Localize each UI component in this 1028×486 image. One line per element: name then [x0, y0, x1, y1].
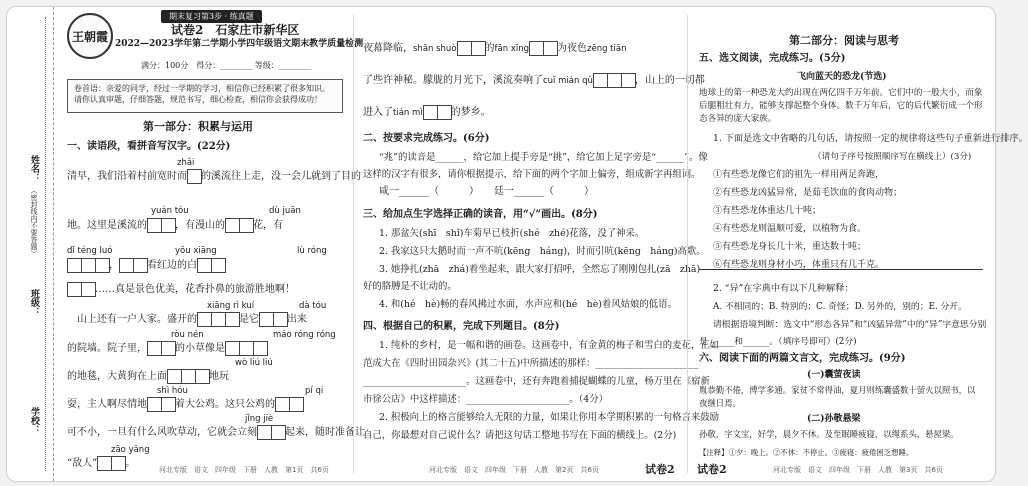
question-text: 2. 积极向上的格言能够给人无限的力量，如果让你用本学期积累的一句格言来鼓励 — [379, 412, 720, 423]
exam-subtitle: 2022—2023学年第二学期小学四年级语文期末教学质量检测 — [115, 39, 364, 49]
answer-boxes[interactable] — [119, 258, 147, 273]
question-text: 是______和______。（填序号即可）(2分) — [699, 337, 857, 347]
class-label: 班级： — [29, 289, 39, 316]
answer-boxes[interactable] — [197, 312, 239, 327]
question-1: 一、读语段，看拼音写汉字。(22分) — [67, 141, 231, 152]
pinyin: jǐng jiè — [245, 414, 274, 424]
page-footer-2: 河北专版 语文 四年级 下册 人教 第2页 共6页 — [429, 466, 599, 474]
answer-boxes[interactable] — [197, 258, 225, 273]
top-tag: 期末复习第3步 · 练真题 — [161, 10, 262, 23]
passage-line: 进入了tián mì 的梦乡。 — [363, 107, 491, 118]
passage-line: 了些许神秘。朦胧的月光下，溪流奏响了cuī mián qǔ ，山上的一切都 — [363, 75, 705, 86]
pinyin: lù róng — [297, 246, 327, 256]
passage-line: 夜幕降临，shān shuò 的fān xīng 为夜色zēng tiān — [363, 43, 627, 54]
option: ①有些恐龙像它们的祖先一样用两足奔跑， — [713, 170, 885, 180]
answer-boxes[interactable] — [457, 41, 485, 56]
reading-title: (二)孙敬悬梁 — [807, 414, 861, 424]
pinyin: shì hóu — [157, 386, 188, 396]
pinyin: zhǎi — [177, 158, 195, 168]
answer-boxes[interactable] — [147, 397, 175, 412]
passage-line: “敌人” 。 — [67, 458, 136, 469]
answer-boxes[interactable] — [167, 369, 209, 384]
answer-boxes[interactable] — [593, 73, 635, 88]
option: ⑤有些恐龙身长几十米，重达数十吨； — [713, 242, 867, 252]
option: ③有些恐龙体重达几十吨； — [713, 206, 822, 216]
part1-heading: 第一部分：积累与运用 — [143, 120, 253, 133]
column-2 — [359, 7, 720, 481]
classical-text-2: 孙敬，字文宝，好学，晨夕不休。及至眠睡疲寝，以绳系头，悬屋梁。 — [699, 429, 959, 439]
answer-boxes[interactable] — [275, 397, 303, 412]
question-text: 1. 那盆矢(shī shǐ)车菊早已枝折(shé zhé)花落，没了神采。 — [379, 228, 645, 239]
question-text: 咸一______（ ） 廷一______（ ） — [379, 186, 594, 197]
question-text: 2. 我家这只大鹅时而一声不吭(kēng háng)，时而引吭(kēng háng)高歌。 — [379, 246, 706, 257]
passage-line: ， 看红边的白 — [67, 258, 225, 273]
brand-logo: 王朝霞 — [67, 13, 113, 59]
option: ④有些恐龙则温顺可爱，以植物为食。 — [713, 224, 867, 234]
exam-badge: 试卷2 — [645, 463, 675, 476]
seal-line — [45, 17, 52, 471]
question-text: （请句子序号按照顺序写在横线上）(3分) — [813, 152, 972, 162]
exam-title: 试卷2 石家庄市新华区 — [171, 23, 300, 37]
question-text: 4. 和(hé hè)畅的春风拂过水面，水声应和(hé hè)着风姑娘的低语。 — [379, 299, 677, 310]
passage-line: 清早，我们沿着村前宽时而 的溪流往上走，没一会儿就到了目的 — [67, 171, 361, 182]
seal-text: （密封线内不要答题） — [30, 187, 38, 257]
question-text: 自己，你最想对自己说什么？请把这句话工整地书写在下面的横线上。(2分) — [363, 430, 677, 441]
annotation-note: 【注释】①夕：晚上。②不休：不停止。③疲寝：疲倦困乏想睡。 — [699, 448, 914, 457]
pinyin: yǒu xiāng — [175, 246, 217, 256]
question-3: 三、给加点生字选择正确的读音，用“√”画出。(8分) — [363, 209, 598, 220]
answer-boxes[interactable] — [147, 341, 175, 356]
question-2: 二、按要求完成练习。(6分) — [363, 133, 490, 144]
answer-boxes[interactable] — [257, 425, 285, 440]
page-footer-3: 河北专版 语文 四年级 下册 人教 第3页 共6页 — [773, 466, 943, 474]
question-6: 六、阅读下面的两篇文言文，完成练习。(9分) — [699, 353, 906, 364]
question-text: 好的胳膊是不让动的。 — [363, 281, 457, 292]
pinyin: zāo yāng — [111, 445, 150, 455]
pinyin: pí qi — [305, 386, 324, 396]
answer-boxes[interactable] — [259, 312, 287, 327]
answer-boxes[interactable] — [423, 105, 451, 120]
passage-line: ……真是景色优美，花香扑鼻的旅游胜地啊！ — [67, 282, 295, 297]
reading-title: (一)囊萤夜读 — [807, 370, 861, 380]
question-text: 这样的汉字有很多，请你根据提示，给下面的两个字加上偏旁，组成新字再组词。 — [363, 169, 701, 180]
exam-badge: 试卷2 — [697, 463, 727, 476]
column-1 — [59, 7, 365, 481]
page-footer-1: 河北专版 语文 四年级 下册 人教 第1页 共6页 — [159, 466, 329, 474]
pinyin: yuán tóu — [151, 206, 189, 216]
question-text: A. 不相同的；B. 特别的；C. 奇怪；D. 另外的，别的；E. 分开。 — [713, 302, 967, 312]
question-text: 1. 纯朴的乡村，是一幅和谐的画卷。这画卷中，有金黄的梅子和雪白的麦花，正如 — [379, 340, 720, 351]
question-text: “兆”的读音是______，给它加上提手旁是“挑”，给它加上足字旁是“______”。像 — [379, 152, 708, 163]
pinyin: xiāng rì kuí — [207, 301, 255, 311]
passage-line: 可不小，一旦有什么风吹草动，它就会立刻 起来，随时准备让 — [67, 427, 365, 438]
reading-passage: 地球上的第一种恐龙大约出现在两亿四千万年前。它们中的一般大小，而象后腿粗壮有力，能够支撑起整个身体。数千万年后，它的后代繁衍成一个形态各异的庞大家族。 — [699, 88, 983, 124]
answer-boxes[interactable] — [147, 218, 175, 233]
pinyin: máo róng róng — [273, 330, 336, 340]
passage-line: 山上还有一户人家。盛开的 是它 出来 — [77, 314, 307, 325]
name-label: 姓名： — [29, 155, 39, 182]
score-line: 满分：100分 得分：________ 等级：________ — [141, 61, 311, 70]
passage-line: 的院墙。院子里， 的小草像是 — [67, 341, 267, 356]
question-4: 四、根据自己的积累，完成下列题目。(8分) — [363, 321, 560, 332]
question-text: 3. 她挣扎(zhā zhá)着坐起来，跟大家打招呼，全然忘了刚刚包扎(zā zhā) — [379, 264, 701, 275]
answer-boxes[interactable] — [67, 282, 95, 297]
question-text: 范成大在《四时田园杂兴》(其二十五)中所描述的那样：______________________ — [363, 358, 699, 369]
column-3 — [693, 7, 1028, 481]
answer-boxes[interactable] — [67, 258, 109, 273]
question-text: 1. 下面是选文中省略的几句话，请按照一定的规律将这些句子重新进行排序。 — [713, 133, 1028, 144]
pinyin: ròu nén — [171, 330, 204, 340]
question-text: 市徐公店》中这样描述：______________________。（4分） — [363, 394, 609, 405]
option: ②有些恐龙凶猛异常，是茹毛饮血的食肉动物； — [713, 188, 903, 198]
part2-heading: 第二部分：阅读与思考 — [789, 34, 899, 47]
reading-title: 飞向蓝天的恐龙(节选) — [797, 72, 887, 82]
question-5: 五、选文阅读，完成练习。(5分) — [699, 53, 846, 64]
passage-line: 的地毯，大黄狗在上面 地玩 — [67, 371, 229, 382]
column-divider — [353, 15, 354, 473]
pinyin: dà tóu — [299, 301, 327, 311]
answer-line[interactable] — [699, 269, 983, 270]
answer-boxes[interactable] — [225, 341, 267, 356]
question-text: 2. “异”在字典中有以下几种解释： — [713, 283, 854, 294]
question-text: 请根据语境判断：选文中“形态各异”和“凶猛异常”中的“异”字意思分别 — [713, 320, 987, 330]
answer-boxes[interactable] — [97, 456, 125, 471]
exam-sheet — [6, 6, 1028, 482]
passage-line: 地。这里是溪流的 ，有漫山的 花，有 — [67, 220, 283, 231]
pinyin: wò liú liú — [235, 358, 273, 368]
column-divider — [687, 15, 688, 473]
question-text: ______________________。这画卷中，还有奔跑着捕捉蝴蝶的儿童，杨万里在《宿新 — [363, 376, 710, 387]
answer-boxes[interactable] — [529, 41, 557, 56]
option: ⑥有些恐龙则身材小巧，体重只有几千克。 — [713, 260, 885, 270]
answer-boxes[interactable] — [187, 169, 201, 184]
classical-text-1: 胤恭勤不倦，博学多通。家贫不常得油，夏月则练囊盛数十萤火以照书，以夜继日焉。 — [699, 385, 976, 408]
preface-note: 卷首语：亲爱的同学，经过一学期的学习，相信你已经积累了很多知识。请你认真审题，仔细答题，规范书写，细心检查，相信你会获得成功！ — [67, 79, 343, 113]
binding-strip — [7, 7, 54, 481]
school-label: 学校： — [29, 407, 39, 434]
answer-boxes[interactable] — [225, 218, 253, 233]
pinyin: dù juān — [269, 206, 301, 216]
passage-line: 耍，主人啊尽情地 着大公鸡。这只公鸡的 — [67, 397, 303, 412]
pinyin: dǐ téng luó — [67, 246, 113, 256]
